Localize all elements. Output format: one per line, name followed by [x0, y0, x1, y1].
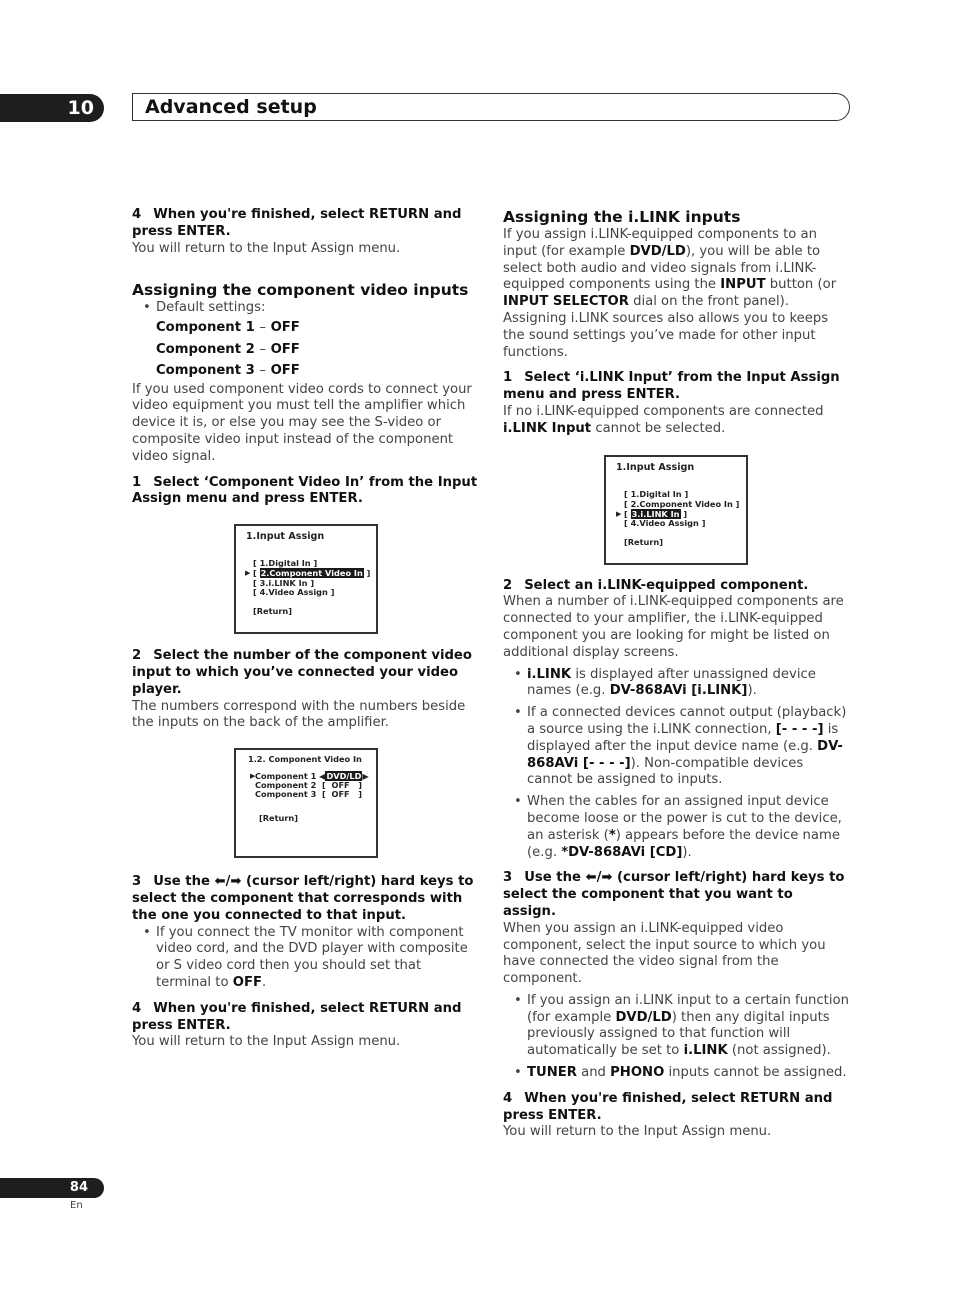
- setting-component-1: Component 1 – OFF: [156, 320, 300, 336]
- ilink-bullet-4: • If you assign an i.LINK input to a certain function (for example DVD/LD) then any digital inputs previously assigned to that function will automatically be set to i.LINK (not assigned).: [503, 993, 849, 1060]
- right-step-3-body: When you assign an i.LINK-equipped video component, select the input source to which you have connected the video signal from the component.: [503, 920, 826, 987]
- left-step-3: 3 Use the ⬅/➡ (cursor left/right) hard keys to select the component that corresponds with the one you connected to that input.: [132, 874, 474, 923]
- right-column: [503, 207, 849, 1141]
- language-label: En: [70, 1200, 83, 1211]
- cursor-keys-icon: ⬅/➡: [585, 870, 613, 886]
- step-4-top: 4 When you're finished, select RETURN and press ENTER.: [132, 207, 462, 239]
- right-step-3: 3 Use the ⬅/➡ (cursor left/right) hard keys to select the component that you want to assign.: [503, 870, 845, 919]
- ilink-bullet-5: • TUNER and PHONO inputs cannot be assigned.: [503, 1065, 849, 1082]
- left-step-2: 2 Select the number of the component video input to which you’ve connected your video player.: [132, 648, 472, 697]
- osd-input-assign-ilink: 1.Input Assign [ 1.Digital In ] [ 2.Component Video In ] ▶ [ 3.i.LINK In ] [ 4.Video Assign ] [Return]: [604, 455, 748, 565]
- osd-input-assign-component: 1.Input Assign [ 1.Digital In ] ▶ [ 2.Component Video In ] [ 3.i.LINK In ] [ 4.Video Assign ] [Return]: [234, 524, 378, 634]
- ilink-heading: Assigning the i.LINK inputs: [503, 208, 741, 226]
- left-step-2-body: The numbers correspond with the numbers beside the inputs on the back of the amplifier.: [132, 698, 466, 731]
- osd-component-video-in: 1.2. Component Video In ▶ Component 1 ◀DVD/LD▶ Component 2 [ OFF ] Component 3 [ OFF ] [Return]: [234, 748, 378, 858]
- left-step-4-body: You will return to the Input Assign menu.: [132, 1034, 401, 1050]
- component-video-heading: Assigning the component video inputs: [132, 281, 469, 300]
- component-video-intro: If you used component video cords to connect your video equipment you must tell the amplifier which device it is, or else you may see the S-video or composite video input instead of the component video signal.: [132, 381, 472, 464]
- ilink-intro: If you assign i.LINK-equipped components to an input (for example DVD/LD), you will be able to select both audio and video signals from i.LINK-equipped components using the INPUT button (or INPUT SELECTOR dial on the front panel). Assigning i.LINK sources also allows you to keeps the sound settings you’ve made for other input functions.: [503, 227, 837, 360]
- left-step-4: 4 When you're finished, select RETURN and press ENTER.: [132, 1000, 462, 1033]
- right-step-4: 4 When you're finished, select RETURN and press ENTER.: [503, 1090, 833, 1123]
- ilink-bullet-2: • If a connected devices cannot output (playback) a source using the i.LINK connection, [- - - -] is displayed after the input device name (e.g. DV-868AVi [- - - -]). Non-compatible devices cannot be assigned to inputs.: [503, 705, 849, 789]
- right-step-2-body: When a number of i.LINK-equipped components are connected to your amplifier, the i.LINK-equipped component you are looking for might be listed on additional display screens.: [503, 594, 844, 660]
- left-step-3-bullet: • If you connect the TV monitor with component video cord, and the DVD player with composite or S video cord then you should set that terminal to OFF.: [132, 925, 478, 992]
- right-step-2: 2 Select an i.LINK-equipped component.: [503, 577, 809, 593]
- right-step-1-body: If no i.LINK-equipped components are connected i.LINK Input cannot be selected.: [503, 403, 824, 436]
- ilink-bullet-1: • i.LINK is displayed after unassigned device names (e.g. DV-868AVi [i.LINK]).: [503, 667, 849, 701]
- cursor-arrow-icon: ▶: [250, 772, 256, 781]
- setting-component-2: Component 2 – OFF: [156, 341, 300, 357]
- right-step-1: 1 Select ‘i.LINK Input’ from the Input Assign menu and press ENTER.: [503, 370, 840, 403]
- setting-component-3: Component 3 – OFF: [156, 363, 300, 379]
- right-step-4-body: You will return to the Input Assign menu.: [503, 1124, 772, 1140]
- default-settings-label: • Default settings:: [132, 300, 478, 317]
- left-step-1: 1 Select ‘Component Video In’ from the Input Assign menu and press ENTER.: [132, 474, 478, 507]
- step-4-top-body: You will return to the Input Assign menu.: [132, 240, 401, 256]
- chapter-number-badge: 10: [0, 94, 104, 122]
- page-number: 84: [0, 1178, 104, 1198]
- chapter-title: Advanced setup: [132, 93, 850, 121]
- cursor-arrow-icon: ▶: [616, 509, 622, 518]
- cursor-arrow-icon: ▶: [245, 569, 251, 578]
- left-column: [132, 207, 478, 1051]
- ilink-bullet-3: • When the cables for an assigned input device become loose or the power is cut to the device, an asterisk (*) appears before the device name (e.g. *DV-868AVi [CD]).: [503, 794, 849, 861]
- cursor-keys-icon: ⬅/➡: [214, 874, 242, 890]
